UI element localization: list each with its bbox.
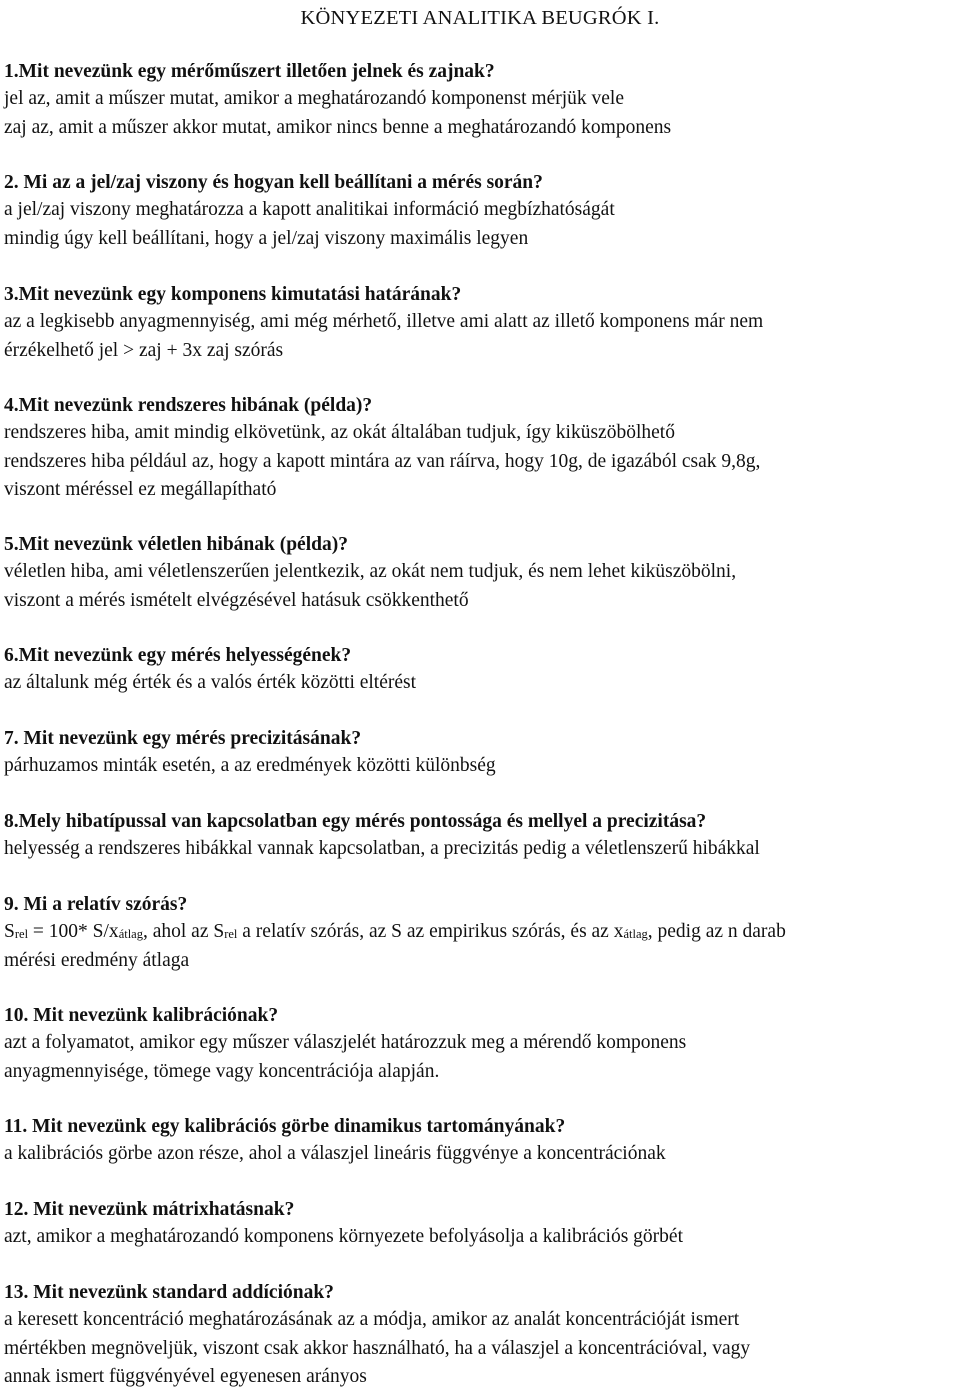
- formula-part-2: = 100* S/x: [28, 921, 119, 942]
- formula-subscript-2: átlag: [118, 927, 143, 941]
- question-4: 4.Mit nevezünk rendszeres hibának (példa)?: [4, 395, 373, 416]
- formula-part-3: , ahol az S: [142, 921, 225, 942]
- answer-2-line-2: mindig úgy kell beállítani, hogy a jel/zaj viszony maximális legyen: [4, 227, 529, 249]
- answer-4-line-2: rendszeres hiba például az, hogy a kapott mintára az van ráírva, hogy 10g, de igazából csak 9,8g,: [4, 450, 761, 472]
- answer-3-line-1: az a legkisebb anyagmennyiség, ami még mérhető, illetve ami alatt az illető komponens már nem: [4, 311, 764, 332]
- qa-item-9: [4, 892, 960, 975]
- relative-deviation-formula: [4, 918, 960, 947]
- question-13: 13. Mit nevezünk standard addíciónak?: [4, 1282, 334, 1303]
- qa-item-10: [4, 1003, 960, 1086]
- formula-subscript-4: átlag: [623, 927, 648, 941]
- answer-4-line-3: viszont méréssel ez megállapítható: [4, 479, 277, 500]
- answer-7-line-1: párhuzamos minták esetén, a az eredmények közötti különbség: [4, 755, 496, 776]
- answer-8-line-1: helyesség a rendszeres hibákkal vannak kapcsolatban, a precizitás pedig a véletlenszerű hibákkal: [4, 838, 760, 859]
- answer-10-line-1: azt a folyamatot, amikor egy műszer válaszjelét határozzuk meg a mérendő komponens: [4, 1032, 687, 1053]
- answer-1-line-1: jel az, amit a műszer mutat, amikor a meghatározandó komponenst mérjük vele: [4, 88, 624, 109]
- answer-4-line-1: rendszeres hiba, amit mindig elkövetünk, az okát általában tudjuk, így kiküszöbölhető: [4, 422, 675, 443]
- answer-3-line-2: érzékelhető jel > zaj + 3x zaj szórás: [4, 339, 284, 361]
- qa-item-3: [4, 282, 960, 365]
- qa-item-6: [4, 643, 960, 698]
- question-8: 8.Mely hibatípussal van kapcsolatban egy mérés pontossága és mellyel a precizitása?: [4, 811, 707, 832]
- question-9: 9. Mi a relatív szórás?: [4, 894, 188, 915]
- answer-13-line-1: a keresett koncentráció meghatározásának az a módja, amikor az analát koncentrációját ismert: [4, 1309, 740, 1330]
- answer-6-line-1: az általunk még érték és a valós érték közötti eltérést: [4, 672, 417, 693]
- qa-item-5: [4, 532, 960, 615]
- qa-item-11: [4, 1114, 960, 1169]
- question-1: 1.Mit nevezünk egy mérőműszert illetően jelnek és zajnak?: [4, 61, 495, 82]
- question-7: 7. Mit nevezünk egy mérés precizitásának?: [4, 728, 362, 749]
- answer-1-line-2: zaj az, amit a műszer akkor mutat, amikor nincs benne a meghatározandó komponens: [4, 116, 672, 138]
- answer-10-line-2: anyagmennyisége, tömege vagy koncentrációja alapján.: [4, 1060, 440, 1082]
- answer-9-line-2: mérési eredmény átlaga: [4, 949, 190, 971]
- formula-part-1: S: [4, 921, 15, 942]
- formula-subscript-1: rel: [14, 927, 29, 941]
- question-2: 2. Mi az a jel/zaj viszony és hogyan kell beállítani a mérés során?: [4, 172, 543, 193]
- qa-item-1: [4, 59, 960, 142]
- answer-11-line-1: a kalibrációs görbe azon része, ahol a válaszjel lineáris függvénye a koncentrációnak: [4, 1143, 666, 1164]
- question-5: 5.Mit nevezünk véletlen hibának (példa)?: [4, 534, 348, 555]
- question-6: 6.Mit nevezünk egy mérés helyességének?: [4, 645, 352, 666]
- qa-item-2: [4, 170, 960, 253]
- answer-13-line-2: mértékben megnöveljük, viszont csak akkor használható, ha a válaszjel a koncentrációval, vagy: [4, 1337, 751, 1359]
- qa-item-8: [4, 809, 960, 864]
- document-title: KÖNYEZETI ANALITIKA BEUGRÓK I.: [300, 7, 660, 29]
- formula-part-4: a relatív szórás, az S az empirikus szórás, és az x: [237, 921, 624, 942]
- qa-item-4: [4, 393, 960, 505]
- answer-12-line-1: azt, amikor a meghatározandó komponens környezete befolyásolja a kalibrációs görbét: [4, 1226, 683, 1247]
- qa-item-7: [4, 726, 960, 781]
- formula-part-5: , pedig az n darab: [647, 921, 786, 942]
- answer-2-line-1: a jel/zaj viszony meghatározza a kapott analitikai információ megbízhatóságát: [4, 199, 615, 220]
- question-3: 3.Mit nevezünk egy komponens kimutatási határának?: [4, 284, 462, 305]
- question-12: 12. Mit nevezünk mátrixhatásnak?: [4, 1199, 295, 1220]
- formula-subscript-3: rel: [224, 927, 238, 941]
- qa-item-12: [4, 1197, 960, 1252]
- answer-5-line-2: viszont a mérés ismételt elvégzésével hatásuk csökkenthető: [4, 589, 469, 611]
- question-10: 10. Mit nevezünk kalibrációnak?: [4, 1005, 279, 1026]
- qa-item-13: [4, 1280, 960, 1392]
- answer-13-line-3: annak ismert függvényével egyenesen arányos: [4, 1366, 367, 1387]
- question-11: 11. Mit nevezünk egy kalibrációs görbe dinamikus tartományának?: [4, 1116, 566, 1137]
- answer-5-line-1: véletlen hiba, ami véletlenszerűen jelentkezik, az okát nem tudjuk, és nem lehet kiküszöbölni,: [4, 561, 737, 582]
